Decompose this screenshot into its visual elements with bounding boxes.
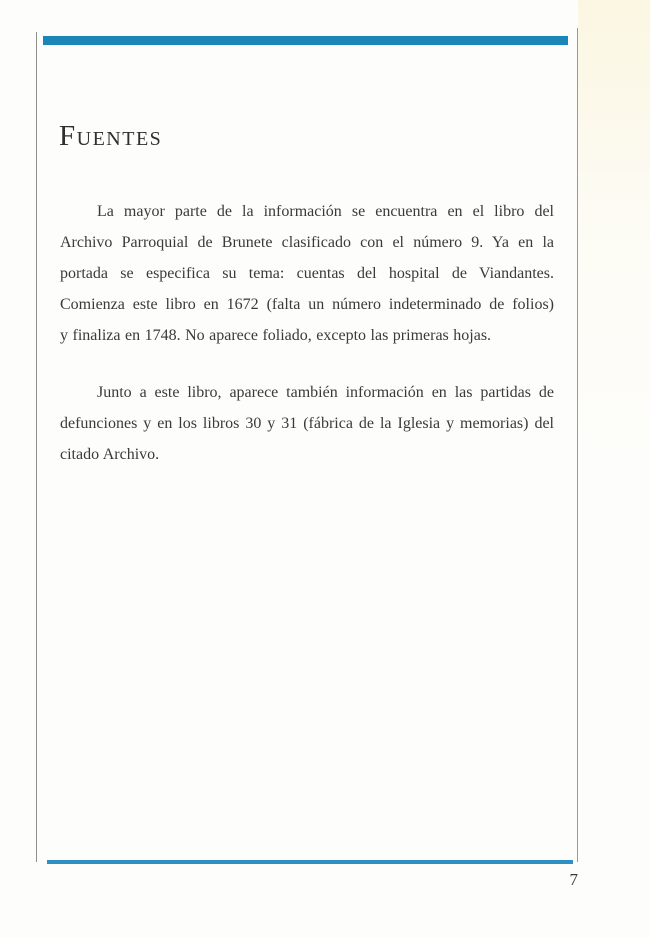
text-line: La mayor parte de la información se encuentra en el libro del	[97, 203, 554, 220]
text-line: Archivo Parroquial de Brunete clasificado con el número 9. Ya en la	[60, 234, 554, 251]
text-line: y finaliza en 1748. No aparece foliado, excepto las primeras hojas.	[60, 327, 492, 344]
text-line: Comienza este libro en 1672 (falta un número indeterminado de folios)	[60, 296, 554, 313]
text-line: defunciones y en los libros 30 y 31 (fábrica de la Iglesia y memorias) del	[60, 415, 554, 432]
text-line: citado Archivo.	[60, 446, 160, 463]
top-accent-bar	[43, 36, 568, 45]
paragraph-2	[60, 377, 554, 470]
text-line: Junto a este libro, aparece también información en las partidas de	[97, 384, 554, 401]
scan-tint	[578, 0, 650, 460]
page-edge-right-line	[577, 28, 578, 862]
page-number: 7	[569, 870, 578, 889]
body-text	[60, 196, 554, 470]
paragraph-1	[60, 196, 554, 351]
text-line: portada se especifica su tema: cuentas del hospital de Viandantes.	[60, 265, 554, 282]
page-edge-left-line	[36, 32, 37, 862]
page-title: Fuentes	[59, 120, 163, 152]
bottom-rule	[47, 860, 573, 864]
